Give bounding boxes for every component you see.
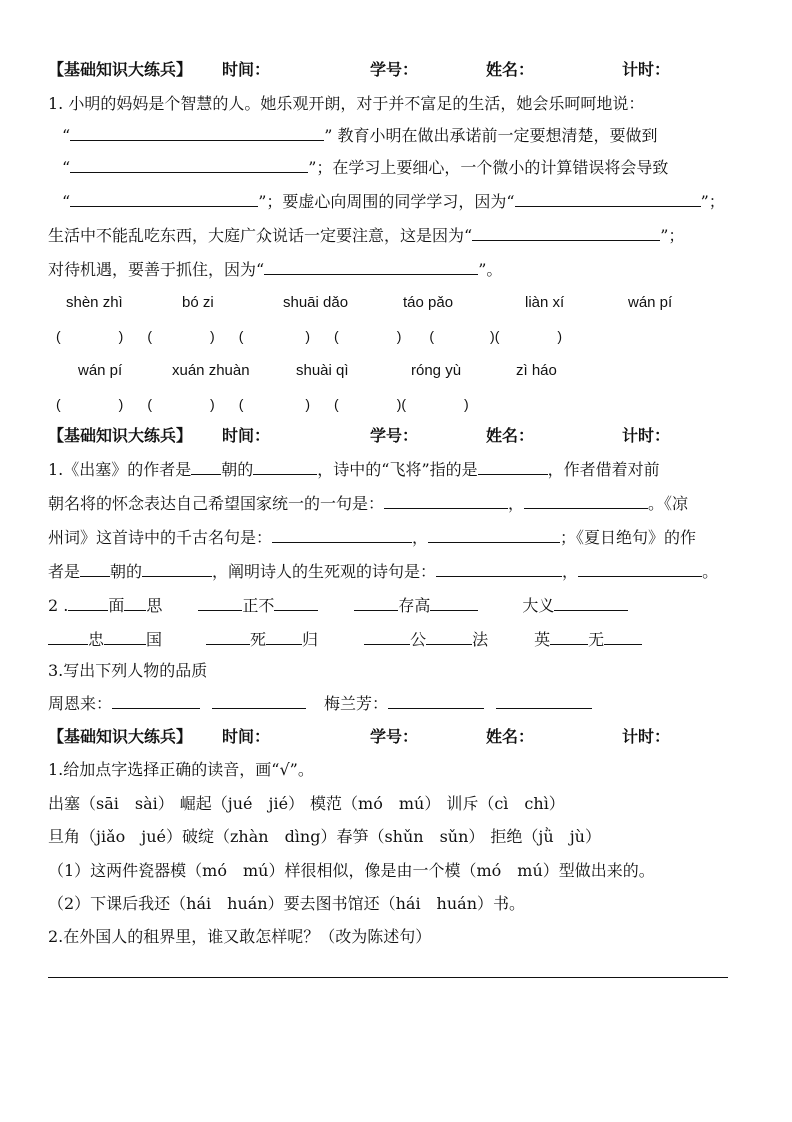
answer-blank[interactable] [478,460,548,475]
answer-paren-row1: ( ) ( ) ( ) ( ) ( )( ) [56,328,563,344]
section2-timer-label: 计时： [622,426,671,445]
s2-q3: 3.写出下列人物的品质 [48,661,208,680]
reading-choice[interactable]: 出塞（sāi sài） [48,794,174,813]
s3-q1: 1.给加点字选择正确的读音，画“√”。 [48,760,314,779]
s2-q1-line1: 1.《出塞》的作者是 朝的 ，诗中的“飞将”指的是 ，作者借着对前 [48,460,660,479]
answer-blank[interactable] [496,694,592,709]
answer-line[interactable] [48,977,728,978]
pinyin-item: wán pí [628,294,673,311]
section1-title: 【基础知识大练兵】 [48,60,193,79]
answer-blank[interactable] [578,562,702,577]
answer-blank[interactable] [124,596,146,611]
answer-blank[interactable] [364,630,410,645]
answer-blank[interactable] [80,562,110,577]
s1-q1-line3: “ ”；在学习上要细心，一个微小的计算错误将会导致 [62,158,669,177]
answer-blank[interactable] [384,494,508,509]
section3-name-label: 姓名： [486,727,535,746]
answer-blank[interactable] [191,460,221,475]
answer-blank[interactable] [472,226,660,241]
answer-blank[interactable] [554,596,628,611]
answer-blank[interactable] [112,694,200,709]
section2-time-label: 时间： [222,426,271,445]
pinyin-item: xuán zhuàn [172,362,250,379]
s2-q1-line4: 者是 朝的 ，阐明诗人的生死观的诗句是： ， 。 [48,562,719,581]
answer-blank[interactable] [212,694,306,709]
s2-q1-line2: 朝名将的怀念表达自己希望国家统一的一句是： ， 。《凉 [48,494,689,513]
section1-time-label: 时间： [222,60,271,79]
s3-q1-line2 [48,827,601,847]
s2-q2-idioms-row2: 忠 国 死 归 公 法 英 无 [48,630,642,650]
answer-blank[interactable] [436,562,562,577]
reading-choice[interactable]: 崛起（jué jié） [179,794,305,813]
pinyin-item: liàn xí [525,294,565,311]
answer-blank[interactable] [206,630,250,645]
answer-blank[interactable] [48,630,88,645]
answer-blank[interactable] [274,596,318,611]
answer-blank[interactable] [354,596,398,611]
s3-q1-line1 [48,794,565,814]
section2-name-label: 姓名： [486,426,535,445]
pinyin-item: shèn zhì [66,294,123,311]
s1-q1-line1: 1. 小明的妈妈是个智慧的人。她乐观开朗，对于并不富足的生活，她会乐呵呵地说： [48,94,645,113]
section2-title: 【基础知识大练兵】 [48,426,193,445]
pinyin-item: táo pǎo [403,294,454,311]
answer-blank[interactable] [428,528,560,543]
pinyin-item: bó zi [182,294,214,311]
section3-title: 【基础知识大练兵】 [48,727,193,746]
answer-blank[interactable] [70,126,324,141]
s3-sentence1[interactable]: （1）这两件瓷器模（mó mú）样很相似，像是由一个模（mó mú）型做出来的。 [48,861,655,880]
answer-blank[interactable] [550,630,588,645]
s1-q1-line5: 生活中不能乱吃东西，大庭广众说话一定要注意，这是因为“ ”； [48,226,685,245]
pinyin-item: shuài qì [296,362,349,379]
s1-q1-line2: “ ” 教育小明在做出承诺前一定要想清楚，要做到 [62,126,658,145]
section3-timer-label: 计时： [622,727,671,746]
section1-timer-label: 计时： [622,60,671,79]
answer-paren-row2: ( ) ( ) ( ) ( )( ) [56,396,469,412]
pinyin-item: wán pí [78,362,123,379]
answer-blank[interactable] [264,260,478,275]
answer-blank[interactable] [430,596,478,611]
reading-choice[interactable]: 拒绝（jǜ jù） [490,827,601,846]
answer-blank[interactable] [426,630,472,645]
reading-choice[interactable]: 训斥（cì chì） [446,794,565,813]
pinyin-item: róng yù [411,362,462,379]
answer-blank[interactable] [253,460,317,475]
answer-blank[interactable] [515,192,701,207]
s2-q1-line3: 州词》这首诗中的千古名句是： ， ；《夏日绝句》的作 [48,528,697,547]
s3-q2: 2.在外国人的租界里，谁又敢怎样呢？（改为陈述句） [48,927,432,946]
s1-q1-line6: 对待机遇，要善于抓住，因为“ ”。 [48,260,503,279]
section1-name-label: 姓名： [486,60,535,79]
s1-q1-line4: “ ”；要虚心向周围的同学学习，因为“ ”； [62,192,725,211]
answer-blank[interactable] [272,528,412,543]
reading-choice[interactable]: 模范（mó mú） [310,794,441,813]
reading-choice[interactable]: 旦角（jiǎo jué）破绽（zhàn dìng）春笋（shǔn sǔn） [48,827,485,846]
answer-blank[interactable] [198,596,242,611]
section3-student-no-label: 学号： [370,727,419,746]
answer-blank[interactable] [142,562,212,577]
s2-q2-idioms-row1: 2 . 面 思 正不 存高 大义 [48,596,628,616]
section2-student-no-label: 学号： [370,426,419,445]
section1-student-no-label: 学号： [370,60,419,79]
s3-sentence2[interactable]: （2）下课后我还（hái huán）要去图书馆还（hái huán）书。 [48,894,526,913]
answer-blank[interactable] [604,630,642,645]
answer-blank[interactable] [388,694,484,709]
pinyin-item: shuāi dǎo [283,294,349,311]
answer-blank[interactable] [266,630,302,645]
answer-blank[interactable] [68,596,108,611]
answer-blank[interactable] [70,192,258,207]
answer-blank[interactable] [104,630,146,645]
answer-blank[interactable] [70,158,308,173]
section3-time-label: 时间： [222,727,271,746]
s2-q3-answers: 周恩来： 梅兰芳： [48,694,592,714]
answer-blank[interactable] [524,494,648,509]
pinyin-item: zì háo [516,362,557,379]
